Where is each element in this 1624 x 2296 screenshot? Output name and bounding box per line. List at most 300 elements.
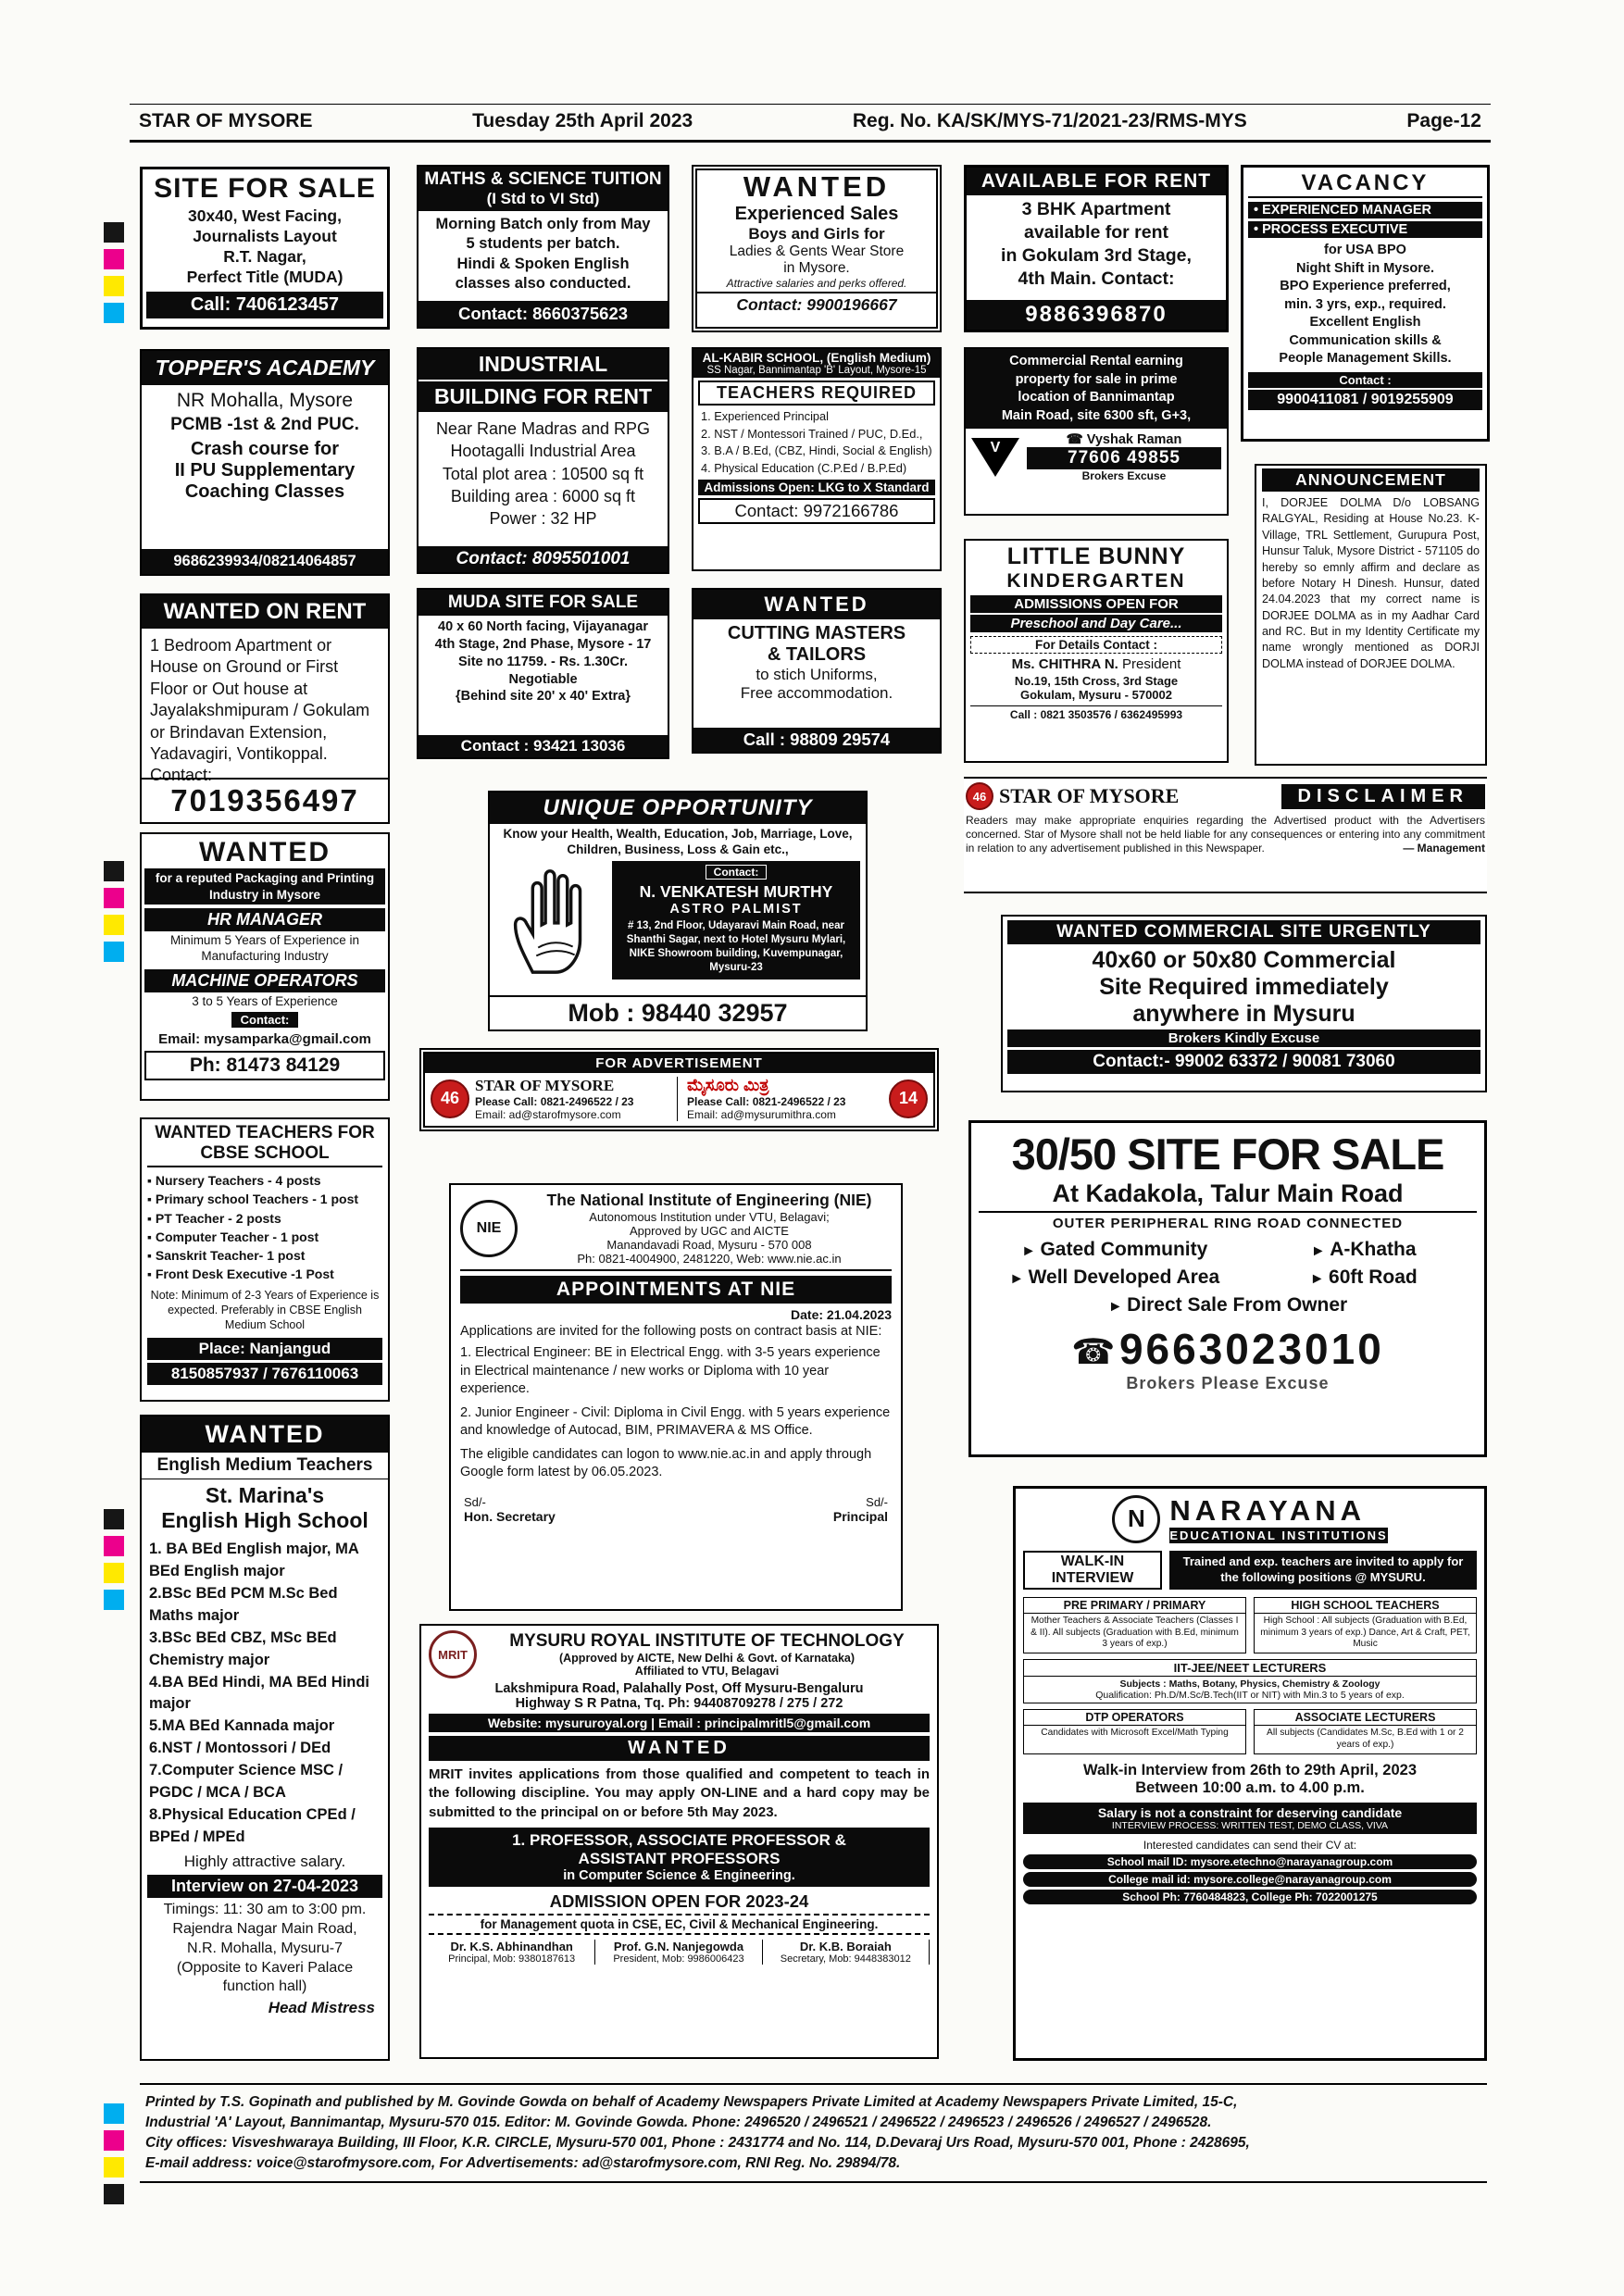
feature-label: 60ft Road xyxy=(1329,1267,1418,1288)
ad-line: Journalists Layout xyxy=(193,226,337,245)
role-title: MACHINE OPERATORS xyxy=(144,969,385,992)
ad-line: R.T. Nagar, xyxy=(223,246,306,266)
disclaimer-body: Readers may make appropriate enquiries regarding the Advertised product with the Advertisers concerned. Star of Mysore shall not be held liable for any consequences or entering into any commitment in relation to any advertisement published in this Newspaper. xyxy=(966,814,1485,855)
details-label: For Details Contact : xyxy=(970,636,1222,654)
color-patch-black xyxy=(104,2184,124,2204)
ad-narayana xyxy=(1013,1486,1487,2061)
color-patch-magenta xyxy=(104,2130,124,2151)
post-band-line: 1. PROFESSOR, ASSOCIATE PROFESSOR & xyxy=(512,1830,846,1849)
ad-line: II PU Supplementary xyxy=(174,460,356,480)
school-name-2: English High School xyxy=(161,1508,369,1532)
ad-line: Site no 11759. - Rs. 1.30Cr. xyxy=(458,654,628,669)
phone-icon: ☎ xyxy=(1066,432,1083,448)
ad-title: 30/50 SITE FOR SALE xyxy=(1011,1129,1444,1179)
contact-person: Ms. CHITHRA N. xyxy=(1011,656,1118,672)
kindergarten-name-2: KINDERGARTEN xyxy=(1006,570,1186,592)
ad-body xyxy=(418,618,668,705)
palmist-address: # 13, 2nd Floor, Udayaravi Main Road, near Shanthi Sagar, next to Hotel Mysuru Mylari, NIKE Showroom building, Kuvempunagar, Mysuru-23 xyxy=(626,919,846,973)
wanted-band: WANTED xyxy=(429,1736,930,1761)
color-patch-magenta xyxy=(104,249,124,269)
post-item xyxy=(147,1246,382,1265)
post-label: PT Teacher - 2 posts xyxy=(155,1210,281,1226)
email-line: Email: mysamparka@gmail.com xyxy=(158,1030,371,1047)
school-name: St. Marina's xyxy=(205,1483,325,1507)
walkin-intro: Trained and exp. teachers are invited to apply for the following positions @ MYSURU. xyxy=(1169,1551,1477,1590)
phone-strip: Contact:- 99002 63372 / 90081 73060 xyxy=(1007,1050,1480,1074)
ad-title: WANTED xyxy=(199,837,331,867)
phone-strip: Ph: 81473 84129 xyxy=(144,1051,385,1080)
feature-label: Direct Sale From Owner xyxy=(1127,1294,1348,1316)
som-logo-text: STAR OF MYSORE xyxy=(999,784,1180,807)
phone-strip: 9886396870 xyxy=(967,300,1226,330)
phone-strip: Contact: 9972166786 xyxy=(698,498,935,524)
interview-strip: Interview on 27-04-2023 xyxy=(147,1875,382,1898)
outro-line: The eligible candidates can logon to www.nie.ac.in and apply through Google form latest by 06.05.2023. xyxy=(460,1446,872,1480)
ad-line: Main Road, site 6300 sft, G+3, xyxy=(1001,407,1192,423)
color-patch-cyan xyxy=(104,303,124,323)
palm-hand-icon xyxy=(495,861,606,980)
signatory-left: Hon. Secretary xyxy=(464,1508,556,1524)
ad-line: 5 students per batch. xyxy=(466,235,620,253)
bullet-icon: ▪ xyxy=(147,1173,152,1188)
role-title: HR MANAGER xyxy=(144,908,385,931)
process-line: INTERVIEW PROCESS: WRITTEN TEST, DEMO CLASS, VIVA xyxy=(1111,1819,1389,1831)
color-patch-black xyxy=(104,222,124,243)
phone-strip: 77606 49855 xyxy=(1027,447,1221,469)
post-label: Nursery Teachers - 4 posts xyxy=(155,1173,321,1188)
post-label: Computer Teacher - 1 post xyxy=(155,1229,319,1244)
address-line: Gokulam, Mysuru - 570002 xyxy=(1019,688,1172,702)
ad-line: property for sale in prime xyxy=(1015,371,1178,387)
signatory-right: Principal xyxy=(832,1508,888,1524)
schedule-line: Walk-in Interview from 26th to 29th April, 2023 xyxy=(1082,1761,1418,1778)
positions-cell xyxy=(1023,1659,1477,1703)
qualification-item: 3.BSc BEd CBZ, MSc BEd Chemistry major xyxy=(149,1628,337,1668)
ad-title: WANTED COMMERCIAL SITE URGENTLY xyxy=(1007,920,1480,944)
ad-line: in Gokulam 3rd Stage, xyxy=(1001,244,1192,266)
ad-wanted-on-rent xyxy=(140,593,390,824)
page-number: Page-12 xyxy=(1406,110,1481,131)
disclaimer-title: DISCLAIMER xyxy=(1281,784,1485,809)
contact-person-role: President xyxy=(1122,656,1181,672)
sd-mark: Sd/- xyxy=(866,1494,888,1509)
post-item-2: 2. Junior Engineer - Civil: Diploma in Civil Engg. with 5 years experience and knowledge of Autocad, BIM, PRIMAVERA & MS Office. xyxy=(460,1404,891,1439)
positions-cell xyxy=(1023,1709,1246,1754)
ad-title: WANTED xyxy=(743,170,891,203)
ad-line: classes also conducted. xyxy=(455,275,631,293)
signature: Head Mistress xyxy=(268,1999,375,2017)
color-patch-magenta xyxy=(104,1536,124,1556)
ad-line: Site Required immediately xyxy=(1099,974,1389,1000)
contact-chip-wrap xyxy=(144,1012,385,1029)
palmist-block xyxy=(612,861,860,980)
intro-line: Applications are invited for the following posts on contract basis at NIE: xyxy=(460,1324,882,1339)
phone-strip: 7019356497 xyxy=(142,778,388,822)
color-patch-yellow xyxy=(104,276,124,296)
role-strip: • PROCESS EXECUTIVE xyxy=(1248,221,1482,238)
post-list xyxy=(147,1171,382,1284)
institute-sub: Manandavadi Road, Mysuru - 570 008 xyxy=(606,1238,812,1252)
ad-line: for USA BPO xyxy=(1324,243,1406,257)
arrow-icon: ► xyxy=(1009,1271,1025,1287)
ad-line: Morning Batch only from May xyxy=(435,216,651,232)
admissions-strip-2: Preschool and Day Care... xyxy=(970,615,1222,632)
walkin-line: INTERVIEW xyxy=(1051,1569,1134,1586)
som-call-line: Please Call: 0821-2496522 / 23 xyxy=(475,1094,634,1108)
phone-strip: Call: 7406123457 xyxy=(146,292,383,318)
page-header xyxy=(130,104,1491,143)
print-registration-marks xyxy=(104,2103,124,2204)
imprint-line: Industrial 'A' Layout, Bannimantap, Mysuru-570 015. Editor: M. Govinde Gowda. Phone: 2496520 / 2496521 / 2496522 / 2496523 / 2496526 / 2496527 / 2496528. xyxy=(145,2115,1212,2130)
ad-body: 1 Bedroom Apartment or House on Ground or First Floor or Out house at Jayalakshmipuram / Gokulam or Brindavan Extension, Yadavagiri, Vontikoppal. Contact: xyxy=(150,636,370,785)
sd-mark: Sd/- xyxy=(464,1494,486,1509)
official-name: Dr. K.S. Abhinandhan xyxy=(450,1939,573,1953)
ad-line: NR Mohalla, Mysore xyxy=(176,390,354,411)
ad-title: ANNOUNCEMENT xyxy=(1262,468,1480,492)
masthead-title: STAR OF MYSORE xyxy=(139,110,313,131)
admissions-strip: Admissions Open: LKG to X Standard xyxy=(698,480,935,495)
arrow-icon: ► xyxy=(1021,1243,1036,1259)
ad-line: Hindi & Spoken English xyxy=(456,255,630,272)
qualification-item: 1. BA BEd English major, MA BEd English major xyxy=(149,1541,359,1579)
post-item xyxy=(147,1228,382,1246)
color-patch-magenta xyxy=(104,888,124,908)
ad-line: & TAILORS xyxy=(767,644,867,665)
ad-body xyxy=(418,215,668,294)
ad-line: Attractive salaries and perks offered. xyxy=(726,277,907,290)
ad-line: Free accommodation. xyxy=(740,684,893,702)
ad-line: in Mysore. xyxy=(783,260,850,276)
contact-label-strip: Contact : xyxy=(1248,372,1482,388)
institute-sub: Ph: 0821-4004900, 2481220, Web: www.nie.ac.in xyxy=(577,1252,842,1266)
school-name: AL-KABIR SCHOOL, (English Medium) xyxy=(702,351,931,365)
ad-commercial-rental xyxy=(964,347,1229,516)
walkin-line: WALK-IN xyxy=(1060,1553,1125,1569)
position-title: PRE PRIMARY / PRIMARY xyxy=(1024,1598,1245,1614)
anniversary-badge-46: 46 xyxy=(966,782,993,810)
arrow-icon: ► xyxy=(1107,1299,1123,1315)
ring-road-line: OUTER PERIPHERAL RING ROAD CONNECTED xyxy=(1052,1216,1404,1231)
institute-name: MYSURU ROYAL INSTITUTE OF TECHNOLOGY xyxy=(509,1631,905,1651)
position-title: ASSOCIATE LECTURERS xyxy=(1255,1710,1476,1726)
ad-line: PCMB -1st & 2nd PUC. xyxy=(170,415,359,434)
print-registration-marks xyxy=(104,1509,124,1610)
ad-title: VACANCY xyxy=(1248,170,1482,198)
imprint-footer xyxy=(140,2083,1487,2183)
vyshak-logo-letter: V xyxy=(990,440,1001,456)
feature xyxy=(979,1239,1250,1261)
feature xyxy=(1250,1267,1477,1289)
print-registration-marks xyxy=(104,861,124,962)
ad-wanted-sales xyxy=(692,165,942,332)
ad-body-inverse xyxy=(966,349,1227,429)
post-item-1: 1. Electrical Engineer: BE in Electrical Engg. with 3-5 years experience in Electrical maintenance / new works or Diploma with 10 year experience. xyxy=(460,1345,881,1397)
anniversary-badge-46: 46 xyxy=(431,1079,469,1118)
post-label: Front Desk Executive -1 Post xyxy=(155,1267,334,1282)
ad-line: available for rent xyxy=(1023,221,1169,243)
bullet-icon: ▪ xyxy=(147,1210,152,1226)
ad-body: I, DORJEE DOLMA D/o LOBSANG RALGYAL, Residing at House No.23. K- Village, TRL Settlement, Gurupura Post, Hunsur Taluk, Mysore District - 571105 do hereby so emnly affirm and declare as before Notary H Dinesh. Hunsur, dated 24.04.2023 that my correct name is DORJEE DOLMA as in my Aadhar Card and RC. But in my Identity Certificate my name wrongly mentioned as DORJI DOLMA instead of DORJEE DOLMA. xyxy=(1262,496,1480,670)
post-label: Sanskrit Teacher- 1 post xyxy=(155,1248,306,1264)
ad-site-for-sale xyxy=(140,167,390,330)
positions-cell xyxy=(1254,1709,1477,1754)
ad-line: BPO Experience preferred, xyxy=(1280,279,1451,294)
position-body: Qualification: Ph.D/M.Sc/B.Tech(IIT or NIT) with Min.3 to 5 years of exp. xyxy=(1095,1690,1405,1702)
ad-industrial-rent xyxy=(417,347,669,574)
ad-line: anywhere in Mysuru xyxy=(1132,1001,1355,1027)
ad-line: CUTTING MASTERS xyxy=(727,623,906,643)
palmist-name: N. VENKATESH MURTHY xyxy=(639,881,833,901)
ad-title: WANTED xyxy=(693,590,940,619)
ad-line: 4th Stage, 2nd Phase, Mysore - 17 xyxy=(434,636,652,652)
ad-al-kabir-school xyxy=(692,347,942,571)
disclaimer-sign: — Management xyxy=(1403,842,1485,855)
banner-title: FOR ADVERTISEMENT xyxy=(425,1054,933,1073)
color-patch-black xyxy=(104,1509,124,1529)
post-item xyxy=(147,1265,382,1283)
color-patch-yellow xyxy=(104,2157,124,2177)
color-patch-cyan xyxy=(104,942,124,962)
ad-line: 3 BHK Apartment xyxy=(1021,199,1171,219)
phone-icon: ☎ xyxy=(1071,1333,1116,1372)
post-list xyxy=(693,408,940,477)
color-patch-cyan xyxy=(104,1590,124,1610)
phone-strip: 9686239934/08214064857 xyxy=(142,549,388,574)
post-item: 1. Experienced Principal xyxy=(701,409,829,423)
ad-vacancy xyxy=(1241,165,1490,442)
phone-strip: Call : 98809 29574 xyxy=(693,728,940,752)
address-line: function hall) xyxy=(222,1978,307,1995)
ad-line: Commercial Rental earning xyxy=(1009,354,1183,368)
ad-line: to stich Uniforms, xyxy=(756,666,878,683)
feature xyxy=(979,1267,1250,1289)
ad-line: Night Shift in Mysore. xyxy=(1295,260,1435,276)
official-role: President, Mob: 9986006423 xyxy=(613,1953,744,1965)
imprint-line: City offices: Visveshwaraya Building, III Floor, K.R. CIRCLE, Mysuru-570 001, Phone : 2431774 and No. 114, D.Devaraj Urs Road, Mysuru-570 001, Phone : 2428695, xyxy=(145,2135,1250,2151)
official-name: Prof. G.N. Nanjegowda xyxy=(613,1939,744,1953)
admissions-strip: ADMISSIONS OPEN FOR xyxy=(970,595,1222,613)
walkin-box xyxy=(1023,1551,1162,1590)
college-mail-strip: College mail id: mysore.college@narayanagroup.com xyxy=(1023,1872,1477,1887)
mithra-logo-text: ಮೈಸೂರು ಮಿತ್ರ xyxy=(687,1076,769,1094)
ad-wanted-hr xyxy=(140,832,390,1101)
salary-line: Salary is not a constraint for deserving candidate xyxy=(1097,1804,1403,1820)
ad-line: Coaching Classes xyxy=(184,481,345,502)
ad-title: UNIQUE OPPORTUNITY xyxy=(490,792,866,824)
post-item xyxy=(147,1171,382,1190)
place-strip: Place: Nanjangud xyxy=(147,1338,382,1360)
ad-title: WANTED ON RENT xyxy=(142,595,388,629)
ad-line: Perfect Title (MUDA) xyxy=(186,267,344,286)
web-strip: Website: mysururoyal.org | Email : principalmritl5@gmail.com xyxy=(429,1714,930,1732)
position-title: DTP OPERATORS xyxy=(1024,1710,1245,1726)
official-role: Principal, Mob: 9380187613 xyxy=(448,1953,576,1965)
salary-line: Highly attractive salary. xyxy=(183,1852,346,1870)
note-text: Note: Minimum of 2-3 Years of Experience is expected. Preferably in CBSE English Medium School xyxy=(150,1288,380,1332)
ad-st-marinas xyxy=(140,1415,390,2061)
ad-title-2: CBSE SCHOOL xyxy=(147,1143,382,1167)
bullet-icon: ▪ xyxy=(147,1267,152,1282)
post-band-line: in Computer Science & Engineering. xyxy=(563,1867,795,1883)
imprint-line: E-mail address: voice@starofmysore.com, For Advertisements: ad@starofmysore.com, RNI Reg. No. 29894/78. xyxy=(145,2155,901,2171)
ad-cutting-masters xyxy=(692,588,942,754)
official-name: Dr. K.B. Boraiah xyxy=(799,1939,892,1953)
ad-available-for-rent xyxy=(964,165,1229,332)
position-title: HIGH SCHOOL TEACHERS xyxy=(1255,1598,1476,1614)
ad-body xyxy=(146,206,383,288)
ad-line: Experienced Sales xyxy=(734,204,899,224)
palmist-role: ASTRO PALMIST xyxy=(669,901,803,917)
ad-line: Negotiable xyxy=(508,671,578,687)
phone-strip: Mob : 98440 32957 xyxy=(490,995,866,1029)
color-patch-black xyxy=(104,861,124,881)
brokers-note: Brokers Excuse xyxy=(1081,469,1167,483)
date-line: Date: 21.04.2023 xyxy=(791,1307,892,1322)
ad-subtitle: English Medium Teachers xyxy=(142,1453,388,1479)
qualification-list xyxy=(142,1533,388,1851)
ad-mrit xyxy=(419,1624,939,2059)
ad-line: Crash course for xyxy=(190,439,340,459)
post-item: 2. NST / Montessori Trained / PUC, D.Ed., xyxy=(701,426,923,441)
address-line: N.R. Mohalla, Mysuru-7 xyxy=(186,1940,344,1956)
ad-title-2: (I Std to VI Std) xyxy=(418,190,668,211)
institute-sub: EDUCATIONAL INSTITUTIONS xyxy=(1169,1529,1388,1542)
mithra-email-line: Email: ad@mysurumithra.com xyxy=(687,1108,836,1121)
mithra-call-line: Please Call: 0821-2496522 / 23 xyxy=(687,1095,846,1108)
contact-person: Vyshak Raman xyxy=(1086,432,1182,448)
approved-line: (Approved by AICTE, New Delhi & Govt. of Karnataka) xyxy=(558,1652,856,1665)
ad-line: Total plot area : 10500 sq ft xyxy=(442,464,644,483)
post-item xyxy=(147,1209,382,1228)
ad-body xyxy=(967,198,1226,291)
ad-line: 40 x 60 North facing, Vijayanagar xyxy=(438,619,648,634)
ad-subtitle: for a reputed Packaging and Printing Industry in Mysore xyxy=(144,868,385,905)
ad-unique-opportunity xyxy=(488,791,868,1031)
ad-title: SITE FOR SALE xyxy=(154,173,376,204)
phone-strip: 8150857937 / 7676110063 xyxy=(147,1363,382,1385)
role-desc: Minimum 5 Years of Experience in Manufacturing Industry xyxy=(169,933,360,963)
ad-wanted-commercial-site xyxy=(1001,915,1487,1092)
school-mail-strip: School mail ID: mysore.etechno@narayanagroup.com xyxy=(1023,1854,1477,1869)
vyshak-logo xyxy=(971,438,1019,477)
phone-strip: Contact : 93421 13036 xyxy=(418,735,668,757)
institute-sub: Autonomous Institution under VTU, Belagavi; xyxy=(589,1210,830,1224)
brokers-note: Brokers Please Excuse xyxy=(1126,1374,1330,1392)
phone-strip: Contact: 8660375623 xyxy=(418,301,668,327)
institute-sub: Approved by UGC and AICTE xyxy=(630,1224,789,1238)
som-email-line: Email: ad@starofmysore.com xyxy=(475,1107,621,1121)
ad-maths-tuition xyxy=(417,165,669,329)
print-registration-marks xyxy=(104,222,124,323)
feature xyxy=(979,1294,1477,1316)
ad-title: WANTED xyxy=(142,1416,388,1453)
ad-line: Near Rane Madras and RPG xyxy=(435,419,651,438)
position-body: Subjects : Maths, Botany, Physics, Chemistry & Zoology xyxy=(1119,1678,1380,1691)
brokers-strip: Brokers Kindly Excuse xyxy=(1007,1029,1480,1047)
contact-label: Contact: xyxy=(231,1012,299,1028)
qualification-item: 7.Computer Science MSC / PGDC / MCA / BCA xyxy=(149,1762,344,1802)
arrow-icon: ► xyxy=(1309,1271,1325,1287)
officials-row xyxy=(429,1940,930,1965)
arrow-icon: ► xyxy=(1310,1243,1326,1259)
position-title: IIT-JEE/NEET LECTURERS xyxy=(1024,1660,1476,1677)
phone-strip: Contact: 9900196667 xyxy=(697,292,936,317)
section-band: TEACHERS REQUIRED xyxy=(698,381,935,406)
ad-body: MRIT invites applications from those qualified and competent to teach in the following discipline. You may apply ON-LINE and a hard copy may be submitted to the principal on or before 5th May 2023. xyxy=(429,1766,930,1820)
ad-toppers-academy xyxy=(140,349,390,576)
ad-title: INDUSTRIAL xyxy=(418,349,668,380)
position-body: All subjects (Candidates M.Sc, B.Ed with 1 or 2 years of exp.) xyxy=(1267,1728,1464,1750)
mrit-logo: MRIT xyxy=(429,1630,477,1678)
feature xyxy=(1250,1239,1477,1261)
ad-title-2: BUILDING FOR RENT xyxy=(418,381,668,412)
ad-body xyxy=(418,418,668,530)
ad-nie-appointments xyxy=(449,1183,903,1611)
nie-logo: NIE xyxy=(460,1200,518,1257)
role-strip: • EXPERIENCED MANAGER xyxy=(1248,202,1482,218)
ad-line: Building area : 6000 sq ft xyxy=(450,486,636,505)
position-body: Candidates with Microsoft Excel/Math Typing xyxy=(1041,1728,1229,1739)
qualification-item: 8.Physical Education CPEd / BPEd / MPEd xyxy=(149,1806,356,1845)
position-body: Mother Teachers & Associate Teachers (Classes I & II). All subjects (Graduation with B.Ed, minimum 3 years of exp.) xyxy=(1031,1615,1239,1650)
som-logo-text: STAR OF MYSORE xyxy=(475,1076,615,1094)
ad-line: Hootagalli Industrial Area xyxy=(450,442,636,461)
bullet-icon: ▪ xyxy=(147,1229,152,1244)
address-line: Lakshmipura Road, Palahally Post, Off Mysuru-Bengaluru xyxy=(494,1681,864,1696)
qualification-item: 4.BA BEd Hindi, MA BEd Hindi major xyxy=(149,1673,370,1713)
institute-name: NARAYANA xyxy=(1169,1494,1367,1527)
school-address: SS Nagar, Bannimantap 'B' Layout, Mysore-15 xyxy=(706,365,927,376)
ad-line: min. 3 yrs, exp., required. xyxy=(1284,296,1446,312)
ad-title: AVAILABLE FOR RENT xyxy=(967,168,1226,195)
ad-subtitle: At Kadakola, Talur Main Road xyxy=(979,1179,1477,1213)
section-band: APPOINTMENTS AT NIE xyxy=(460,1276,892,1304)
ad-line: 40x60 or 50x80 Commercial xyxy=(1092,947,1396,973)
ad-intro: Know your Health, Wealth, Education, Job, Marriage, Love, Children, Business, Loss & Gain etc., xyxy=(503,827,853,856)
kindergarten-name: LITTLE BUNNY xyxy=(1006,543,1186,569)
address-line: (Opposite to Kaveri Palace xyxy=(176,1959,354,1976)
ad-line: People Management Skills. xyxy=(1279,351,1452,367)
ad-line: 4th Main. Contact: xyxy=(1018,268,1175,289)
ad-muda-site xyxy=(417,588,669,759)
post-item: 3. B.A / B.Ed, (CBZ, Hindi, Social & English) xyxy=(701,443,932,458)
phones-strip: School Ph: 7760484823, College Ph: 7022001275 xyxy=(1023,1890,1477,1904)
anniversary-badge-14: 14 xyxy=(889,1079,928,1118)
qualification-item: 6.NST / Montossori / DEd xyxy=(149,1740,331,1757)
admission-quota-line: for Management quota in CSE, EC, Civil & Mechanical Engineering. xyxy=(429,1914,930,1935)
ad-line: Ladies & Gents Wear Store xyxy=(729,243,905,259)
post-item xyxy=(147,1190,382,1208)
ad-announcement xyxy=(1255,464,1487,766)
schedule-line: Between 10:00 a.m. to 4.00 p.m. xyxy=(1135,1778,1365,1796)
positions-cell xyxy=(1254,1597,1477,1653)
qualification-item: 5.MA BEd Kannada major xyxy=(149,1717,335,1735)
address-line: Rajendra Nagar Main Road, xyxy=(172,1920,357,1937)
role-desc: 3 to 5 Years of Experience xyxy=(192,993,338,1008)
timing-line: Timings: 11: 30 am to 3:00 pm. xyxy=(163,1901,367,1917)
narayana-logo: N xyxy=(1112,1495,1160,1543)
ad-line: Boys and Girls for xyxy=(748,225,885,243)
feature-label: Gated Community xyxy=(1040,1239,1208,1260)
feature-label: Well Developed Area xyxy=(1028,1267,1220,1288)
official-role: Secretary, Mob: 9448383012 xyxy=(780,1953,911,1965)
feature-label: A-Khatha xyxy=(1330,1239,1417,1260)
ad-line: 30x40, West Facing, xyxy=(187,206,342,225)
ad-title: MATHS & SCIENCE TUITION xyxy=(418,167,668,190)
som-disclaimer xyxy=(964,777,1487,893)
bullet-icon: ▪ xyxy=(147,1248,152,1264)
ad-line: Power : 32 HP xyxy=(489,509,597,529)
